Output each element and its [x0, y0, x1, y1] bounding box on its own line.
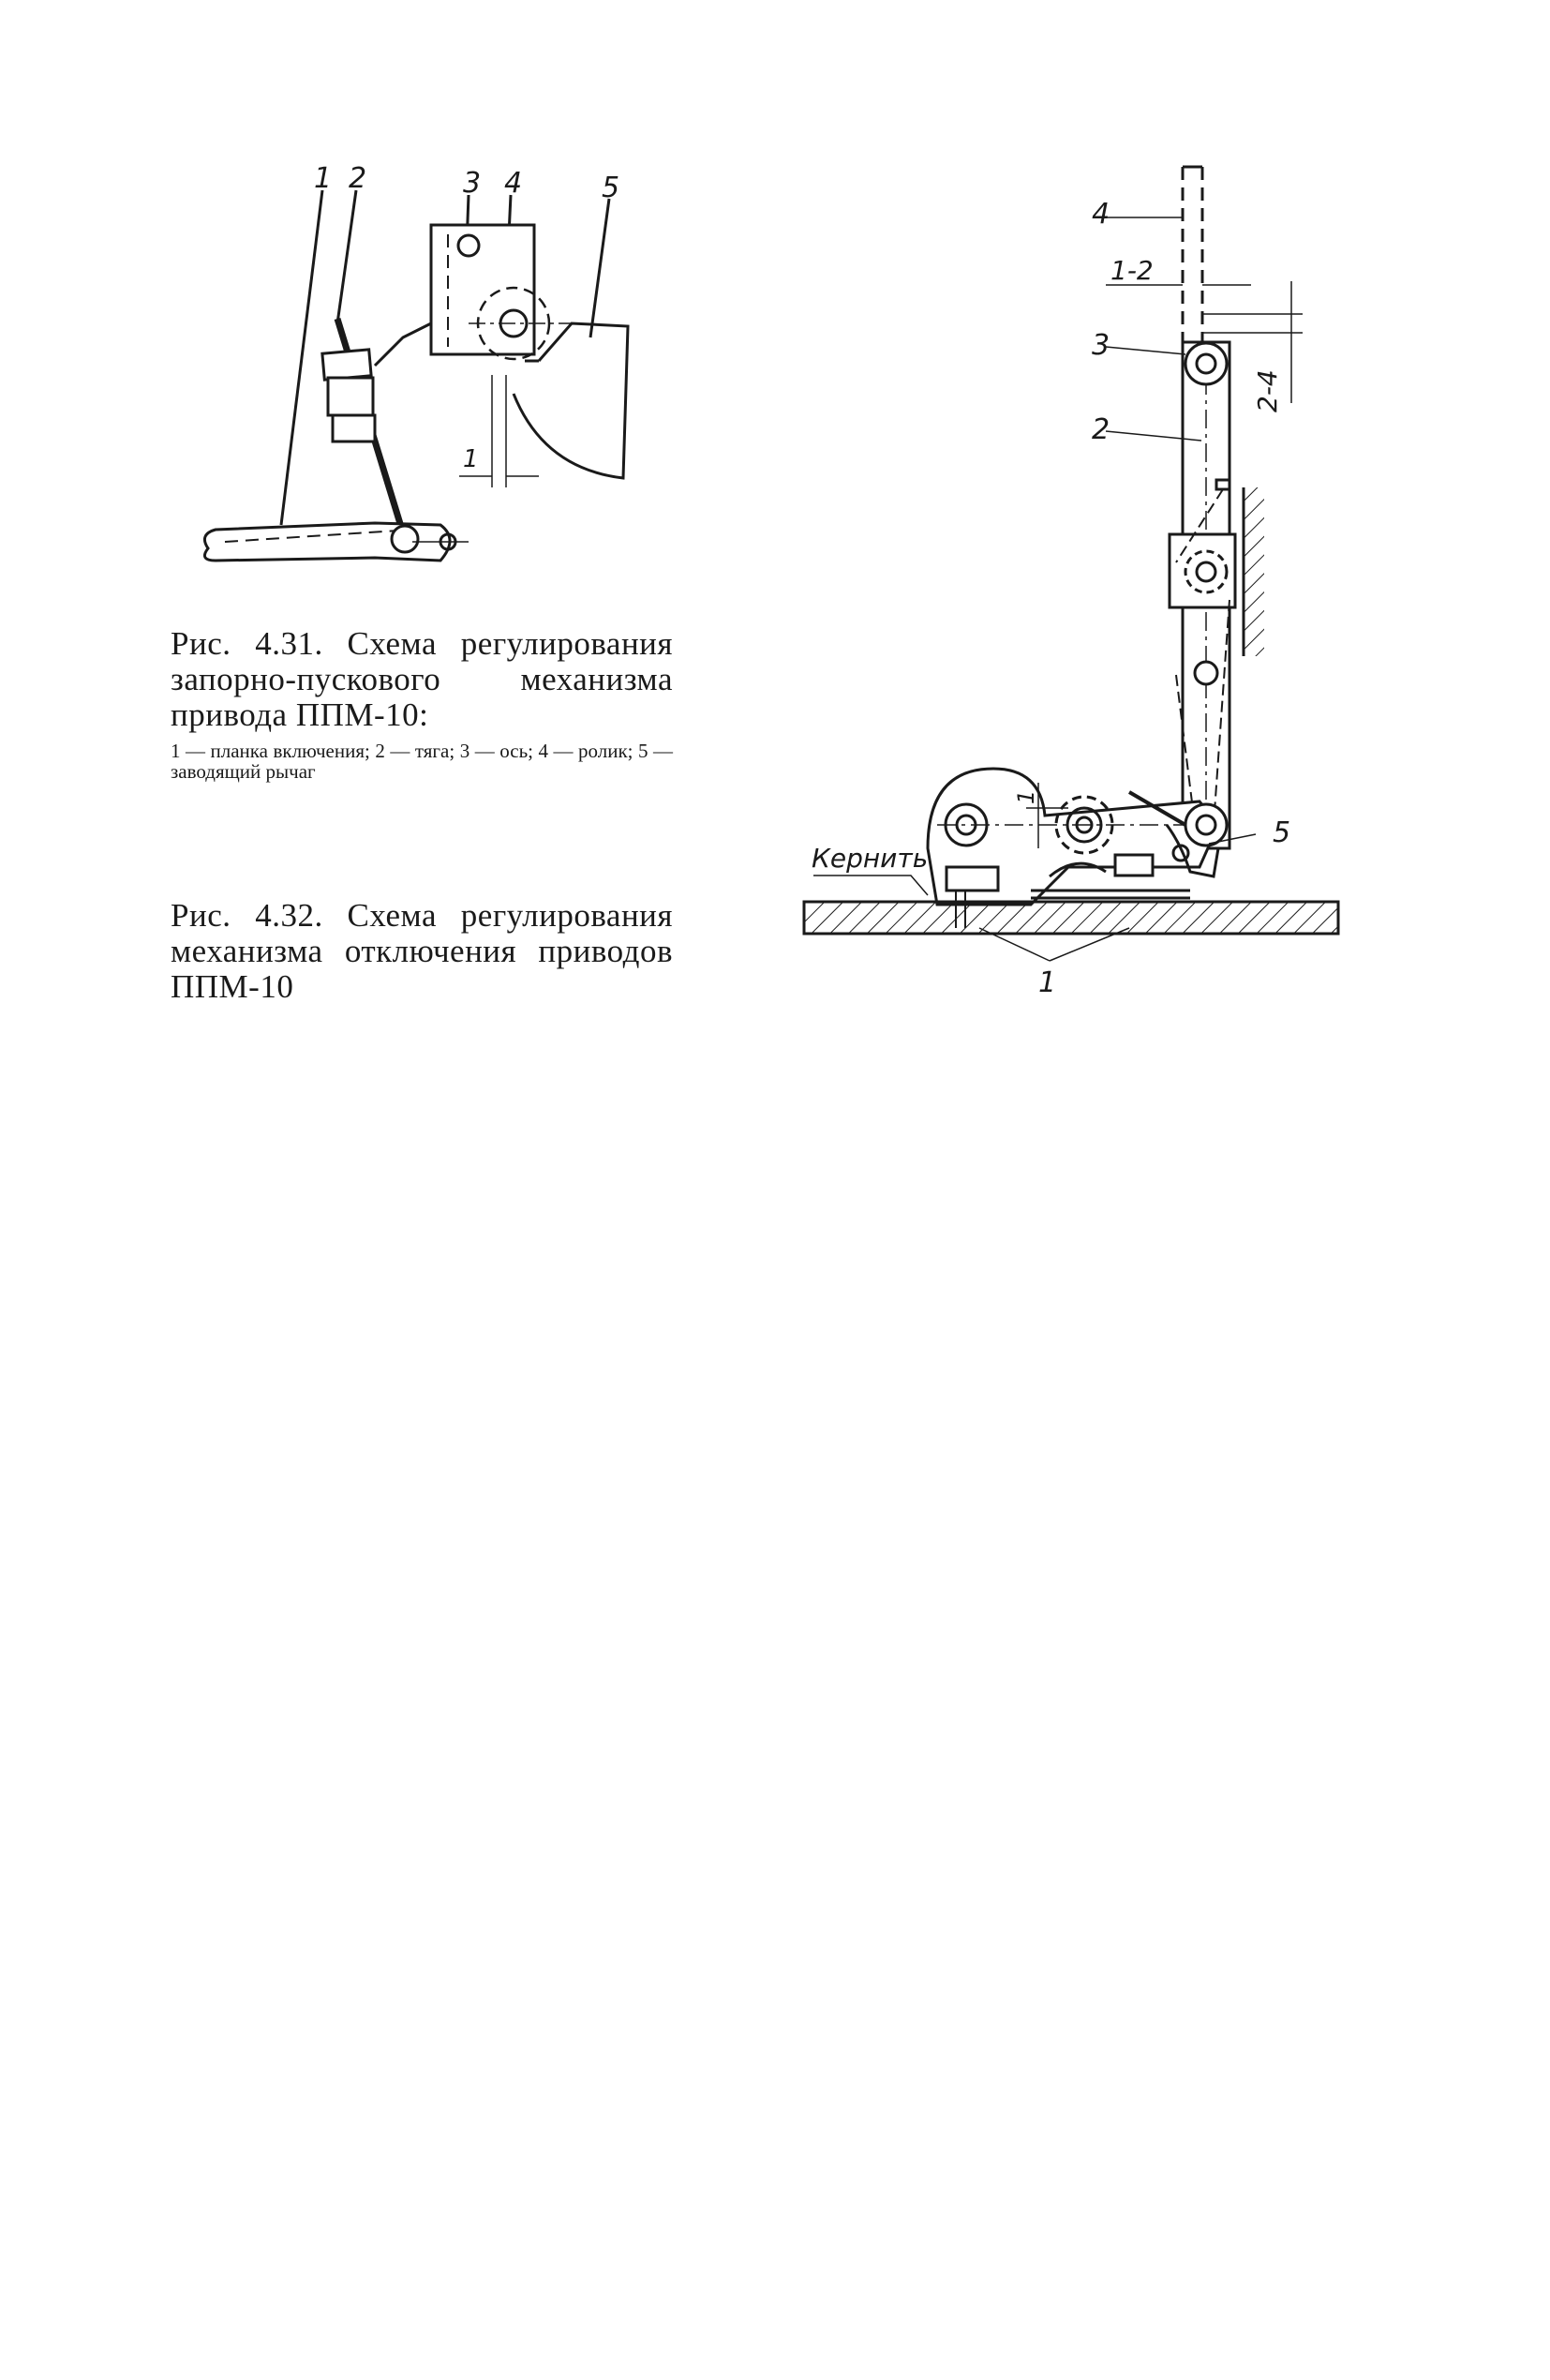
fig432-label-5: 5 [1273, 816, 1291, 849]
fig431-dim-1: 1 [463, 445, 479, 473]
figure-4-32-drawing [804, 167, 1338, 961]
fig432-dim-1: 1 [1013, 789, 1039, 804]
figure-4-31-drawing [204, 190, 628, 561]
fig431-label-5: 5 [602, 172, 620, 204]
fig432-label-1: 1 [1038, 966, 1057, 999]
fig431-label-4: 4 [504, 167, 523, 200]
fig432-label-2: 2 [1092, 413, 1110, 446]
fig431-label-1: 1 [314, 162, 333, 195]
figure-4-32-caption: Рис. 4.32. Схема регулирования механизма отключения приводов ППМ-10 [171, 897, 673, 1005]
fig432-label-3: 3 [1092, 329, 1110, 362]
fig431-label-2: 2 [349, 162, 367, 195]
figure-4-31-legend: 1 — планка включения; 2 — тяга; 3 — ось; 4 — ролик; 5 — заводящий рычаг [171, 740, 673, 783]
fig432-label-4: 4 [1092, 198, 1110, 231]
fig432-dim-1-2: 1-2 [1110, 255, 1154, 286]
fig431-label-3: 3 [463, 167, 482, 200]
fig432-dim-2-4: 2-4 [1252, 369, 1283, 412]
fig432-kernit-label: Кернить [812, 843, 929, 874]
figure-4-31-caption: Рис. 4.31. Схема регулирования запорно-пускового механизма привода ППМ-10: [171, 625, 673, 733]
